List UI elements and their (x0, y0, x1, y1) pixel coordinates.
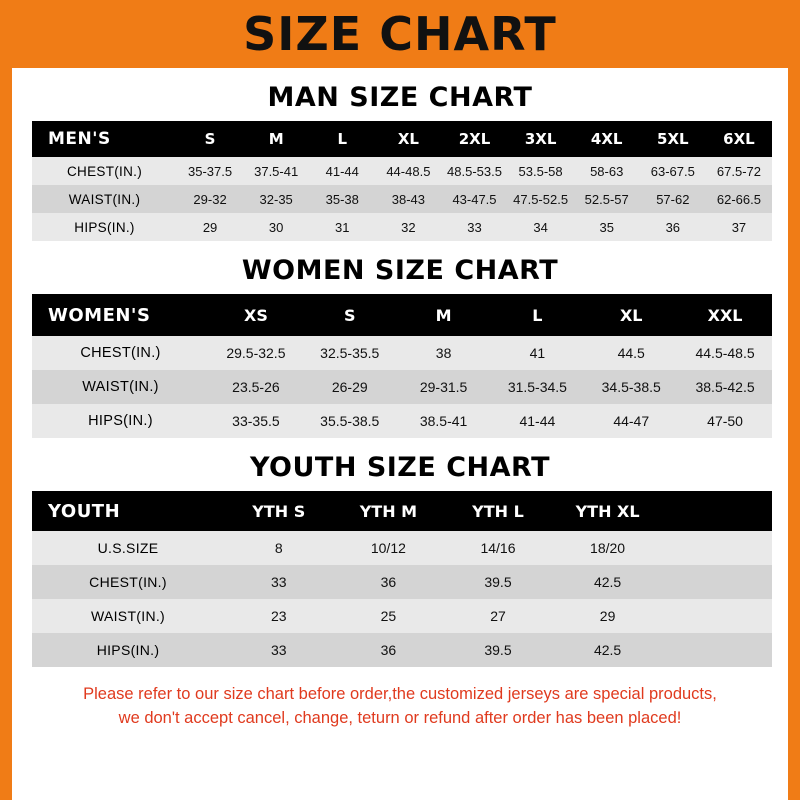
man-table-body (32, 157, 772, 241)
youth-row-0-label: U.S.SIZE (32, 531, 224, 565)
man-cell-2-4: 33 (441, 213, 507, 241)
women-cell-0-0: 29.5-32.5 (209, 336, 303, 370)
table-row (32, 404, 772, 438)
table-row (32, 157, 772, 185)
man-cell-1-1: 32-35 (243, 185, 309, 213)
man-cell-1-7: 57-62 (640, 185, 706, 213)
women-cell-1-0: 23.5-26 (209, 370, 303, 404)
man-cell-0-5: 53.5-58 (508, 157, 574, 185)
women-table-body (32, 336, 772, 438)
man-cell-1-5: 47.5-52.5 (508, 185, 574, 213)
man-header-label: MEN'S (32, 121, 177, 157)
youth-table-head (32, 491, 772, 531)
women-row-0-label: CHEST(IN.) (32, 336, 209, 370)
youth-col-1: YTH M (334, 491, 444, 531)
women-size-table (32, 294, 772, 438)
man-col-4: 2XL (441, 121, 507, 157)
man-col-5: 3XL (508, 121, 574, 157)
man-row-1-label: WAIST(IN.) (32, 185, 177, 213)
youth-cell-1-1: 36 (334, 565, 444, 599)
women-cell-0-5: 44.5-48.5 (678, 336, 772, 370)
youth-cell-3-spacer (662, 633, 772, 667)
man-cell-0-3: 44-48.5 (375, 157, 441, 185)
man-col-3: XL (375, 121, 441, 157)
youth-cell-0-spacer (662, 531, 772, 565)
women-cell-0-4: 44.5 (584, 336, 678, 370)
table-row (32, 599, 772, 633)
section-title-women: WOMEN SIZE CHART (241, 255, 559, 286)
table-header-row (32, 491, 772, 531)
youth-cell-3-0: 33 (224, 633, 334, 667)
footer-note-line-2: we don't accept cancel, change, teturn or refund after order has been placed! (118, 708, 682, 727)
man-row-2-label: HIPS(IN.) (32, 213, 177, 241)
women-col-1: S (303, 294, 397, 336)
youth-row-2-label: WAIST(IN.) (32, 599, 224, 633)
youth-cell-1-spacer (662, 565, 772, 599)
man-cell-1-6: 52.5-57 (574, 185, 640, 213)
youth-header-label: YOUTH (32, 491, 224, 531)
women-cell-2-5: 47-50 (678, 404, 772, 438)
youth-cell-0-1: 10/12 (334, 531, 444, 565)
man-row-0-label: CHEST(IN.) (32, 157, 177, 185)
youth-cell-2-2: 27 (443, 599, 553, 633)
man-cell-0-4: 48.5-53.5 (441, 157, 507, 185)
man-cell-0-8: 67.5-72 (706, 157, 772, 185)
youth-cell-2-spacer (662, 599, 772, 633)
table-row (32, 213, 772, 241)
table-row (32, 565, 772, 599)
youth-cell-1-0: 33 (224, 565, 334, 599)
women-col-0: XS (209, 294, 303, 336)
man-cell-1-0: 29-32 (177, 185, 243, 213)
man-col-1: M (243, 121, 309, 157)
youth-cell-2-3: 29 (553, 599, 663, 633)
man-col-7: 5XL (640, 121, 706, 157)
youth-col-2: YTH L (443, 491, 553, 531)
women-cell-1-1: 26-29 (303, 370, 397, 404)
section-title-youth: YOUTH SIZE CHART (249, 452, 551, 483)
women-cell-1-2: 29-31.5 (397, 370, 491, 404)
women-cell-2-0: 33-35.5 (209, 404, 303, 438)
women-cell-0-2: 38 (397, 336, 491, 370)
man-table-head (32, 121, 772, 157)
youth-cell-1-3: 42.5 (553, 565, 663, 599)
women-row-2-label: HIPS(IN.) (32, 404, 209, 438)
youth-table-body (32, 531, 772, 667)
content-area (12, 82, 788, 731)
women-header-label: WOMEN'S (32, 294, 209, 336)
man-col-6: 4XL (574, 121, 640, 157)
women-col-3: L (490, 294, 584, 336)
table-header-row (32, 294, 772, 336)
man-size-table (32, 121, 772, 241)
women-cell-2-4: 44-47 (584, 404, 678, 438)
page-title: SIZE CHART (243, 7, 557, 61)
youth-col-0: YTH S (224, 491, 334, 531)
women-cell-1-5: 38.5-42.5 (678, 370, 772, 404)
youth-cell-3-3: 42.5 (553, 633, 663, 667)
youth-cell-2-1: 25 (334, 599, 444, 633)
youth-cell-3-2: 39.5 (443, 633, 553, 667)
women-col-4: XL (584, 294, 678, 336)
table-row (32, 531, 772, 565)
table-row (32, 370, 772, 404)
man-cell-1-4: 43-47.5 (441, 185, 507, 213)
table-header-row (32, 121, 772, 157)
man-cell-0-2: 41-44 (309, 157, 375, 185)
women-cell-2-1: 35.5-38.5 (303, 404, 397, 438)
man-col-8: 6XL (706, 121, 772, 157)
man-cell-2-0: 29 (177, 213, 243, 241)
footer-note-line-1: Please refer to our size chart before order,the customized jerseys are special products, (83, 685, 717, 703)
man-cell-1-2: 35-38 (309, 185, 375, 213)
women-row-1-label: WAIST(IN.) (32, 370, 209, 404)
women-cell-1-3: 31.5-34.5 (490, 370, 584, 404)
youth-row-1-label: CHEST(IN.) (32, 565, 224, 599)
women-cell-1-4: 34.5-38.5 (584, 370, 678, 404)
youth-row-3-label: HIPS(IN.) (32, 633, 224, 667)
youth-col-3: YTH XL (553, 491, 663, 531)
man-cell-1-8: 62-66.5 (706, 185, 772, 213)
youth-cell-0-2: 14/16 (443, 531, 553, 565)
man-cell-0-6: 58-63 (574, 157, 640, 185)
man-cell-1-3: 38-43 (375, 185, 441, 213)
man-cell-2-2: 31 (309, 213, 375, 241)
table-row (32, 185, 772, 213)
man-cell-2-1: 30 (243, 213, 309, 241)
youth-col-spacer (662, 491, 772, 531)
man-cell-2-3: 32 (375, 213, 441, 241)
women-table-head (32, 294, 772, 336)
man-col-0: S (177, 121, 243, 157)
youth-size-table (32, 491, 772, 667)
women-col-2: M (397, 294, 491, 336)
man-cell-2-5: 34 (508, 213, 574, 241)
table-row (32, 633, 772, 667)
youth-cell-2-0: 23 (224, 599, 334, 633)
women-cell-0-1: 32.5-35.5 (303, 336, 397, 370)
youth-cell-3-1: 36 (334, 633, 444, 667)
footer-note (56, 683, 744, 731)
youth-cell-0-3: 18/20 (553, 531, 663, 565)
man-col-2: L (309, 121, 375, 157)
man-cell-2-6: 35 (574, 213, 640, 241)
table-row (32, 336, 772, 370)
youth-cell-1-2: 39.5 (443, 565, 553, 599)
header-banner (0, 0, 800, 68)
man-cell-0-0: 35-37.5 (177, 157, 243, 185)
section-title-man: MAN SIZE CHART (267, 82, 533, 113)
man-cell-0-7: 63-67.5 (640, 157, 706, 185)
women-cell-2-3: 41-44 (490, 404, 584, 438)
women-cell-2-2: 38.5-41 (397, 404, 491, 438)
women-col-5: XXL (678, 294, 772, 336)
man-cell-2-8: 37 (706, 213, 772, 241)
man-cell-0-1: 37.5-41 (243, 157, 309, 185)
women-cell-0-3: 41 (490, 336, 584, 370)
man-cell-2-7: 36 (640, 213, 706, 241)
youth-cell-0-0: 8 (224, 531, 334, 565)
